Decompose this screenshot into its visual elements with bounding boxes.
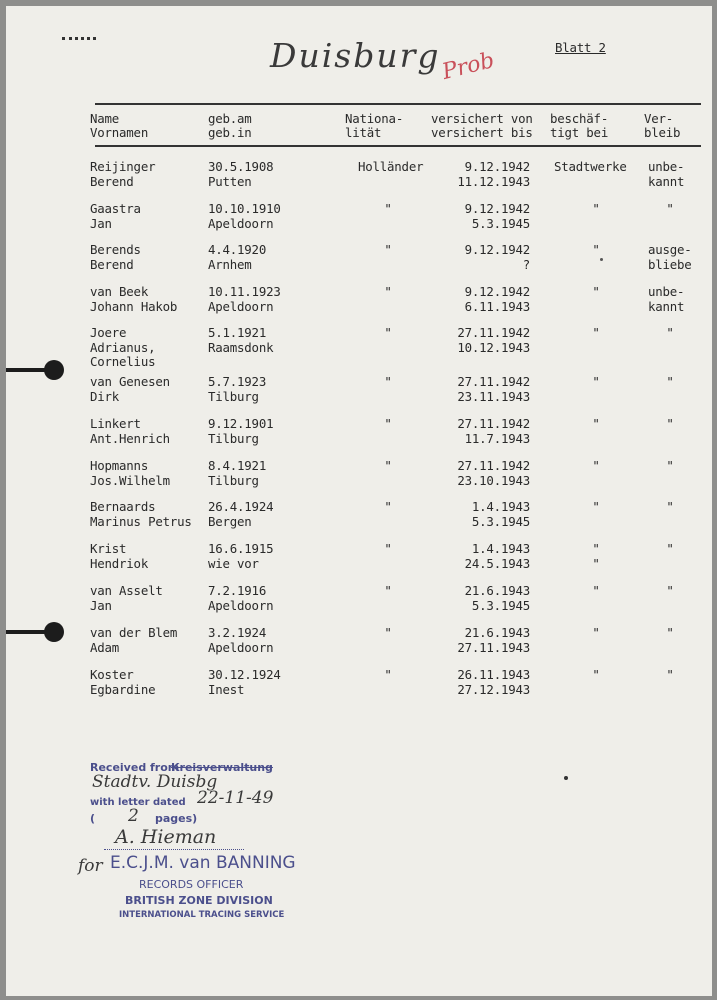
insured-from-cell: 21.6.1943 (464, 625, 530, 640)
whereabouts-cell: " (666, 499, 674, 514)
whereabouts-cell: ausge- (648, 242, 692, 257)
birthdate-cell: 10.11.1923 (208, 284, 281, 299)
nationality-cell: " (384, 284, 392, 299)
header-rule-bottom (95, 145, 701, 147)
employer-cell: Stadtwerke (554, 159, 627, 174)
surname-cell: van Genesen (90, 374, 170, 389)
insured-from-cell: 9.12.1942 (464, 159, 530, 174)
insured-to-cell: 11.12.1943 (457, 173, 530, 189)
birthplace-cell: Tilburg (208, 388, 259, 404)
insured-from-cell: 1.4.1943 (471, 541, 530, 556)
employer-cell: " (592, 667, 600, 682)
employer-cell: " (592, 374, 600, 389)
birthplace-cell: Inest (208, 681, 245, 697)
header-whereabouts-2: bleib (644, 125, 681, 140)
surname-cell: van der Blem (90, 625, 178, 640)
firstname-cell: Adam (90, 639, 120, 655)
nationality-cell: " (384, 625, 392, 640)
insured-to-cell: 6.11.1943 (464, 298, 530, 314)
nationality-cell: " (384, 458, 392, 473)
header-nationality-2: lität (345, 125, 382, 140)
birthplace-cell: Tilburg (208, 430, 259, 446)
employer-cell: " (592, 458, 600, 473)
employer-cell: " (592, 416, 600, 431)
nationality-cell: " (384, 242, 392, 257)
nationality-cell: " (384, 374, 392, 389)
employer-cell: " (592, 541, 600, 556)
firstname-cell: Hendriok (90, 555, 149, 571)
whereabouts-cell: " (666, 416, 674, 431)
insured-from-cell: 1.4.1943 (471, 499, 530, 514)
corner-mark (62, 37, 96, 43)
surname-cell: van Asselt (90, 583, 163, 598)
whereabouts-cell: unbe- (648, 159, 685, 174)
employer-cell: " (592, 201, 600, 216)
firstname-cell: Berend (90, 256, 134, 272)
surname-cell: Berends (90, 242, 141, 257)
insured-from-cell: 27.11.1942 (457, 374, 530, 389)
employer-cell: " (592, 583, 600, 598)
firstname-cell: Marinus Petrus (90, 513, 192, 529)
stamp-struck-origin: Kreisverwaltung (171, 761, 273, 774)
whereabouts-cell: " (666, 667, 674, 682)
firstname-cell: Jan (90, 215, 112, 231)
birthdate-cell: 16.6.1915 (208, 541, 274, 556)
nationality-cell: " (384, 667, 392, 682)
stamp-letter-dated: with letter dated (90, 797, 186, 808)
stamp-handwritten-pages: 2 (128, 806, 139, 826)
insured-from-cell: 27.11.1942 (457, 325, 530, 340)
stamp-pages-close: pages) (155, 812, 198, 825)
surname-cell: Reijinger (90, 159, 156, 174)
whereabouts-cell: unbe- (648, 284, 685, 299)
insured-to-cell: 5.3.1945 (471, 597, 530, 613)
surname-cell: Linkert (90, 416, 141, 431)
employer-cell: " (592, 242, 600, 257)
birthdate-cell: 4.4.1920 (208, 242, 267, 257)
stamp-for: for (78, 856, 103, 876)
insured-to-cell: ? (522, 256, 530, 272)
insured-to-cell: 23.11.1943 (457, 388, 530, 404)
header-nationality-1: Nationa- (345, 111, 404, 126)
stamp-handwritten-origin: Stadtv. Duisbg (92, 772, 218, 792)
insured-from-cell: 21.6.1943 (464, 583, 530, 598)
handwritten-city: Duisburg (270, 36, 441, 75)
birthplace-cell: Bergen (208, 513, 252, 529)
insured-to-cell: 24.5.1943 (464, 555, 530, 571)
birthdate-cell: 30.5.1908 (208, 159, 274, 174)
birthplace-cell: Putten (208, 173, 252, 189)
insured-from-cell: 27.11.1942 (457, 416, 530, 431)
employer-cell: " (592, 284, 600, 299)
whereabouts-cell: " (666, 325, 674, 340)
surname-cell: Hopmanns (90, 458, 149, 473)
header-birthdate: geb.am (208, 111, 252, 126)
firstname-cell: Cornelius (90, 354, 156, 369)
signature-line (104, 849, 244, 850)
birthdate-cell: 8.4.1921 (208, 458, 267, 473)
header-firstnames: Vornamen (90, 125, 149, 140)
insured-to-cell: 27.11.1943 (457, 639, 530, 655)
employer-cell: " (592, 555, 600, 571)
punch-hole-top-slot (6, 368, 54, 372)
birthdate-cell: 5.1.1921 (208, 325, 267, 340)
header-rule-top (95, 103, 701, 105)
whereabouts-cell: " (666, 374, 674, 389)
whereabouts-cell: kannt (648, 298, 685, 314)
birthplace-cell: Apeldoorn (208, 298, 274, 314)
nationality-cell: " (384, 541, 392, 556)
birthplace-cell: Apeldoorn (208, 639, 274, 655)
stray-mark (600, 258, 603, 261)
surname-cell: van Beek (90, 284, 149, 299)
stamp-division: BRITISH ZONE DIVISION (125, 894, 273, 907)
whereabouts-cell: " (666, 583, 674, 598)
header-employed-2: tigt bei (550, 125, 609, 140)
birthplace-cell: Apeldoorn (208, 597, 274, 613)
surname-cell: Gaastra (90, 201, 141, 216)
firstname-cell: Ant.Henrich (90, 430, 170, 446)
stamp-handwritten-date: 22-11-49 (197, 788, 274, 808)
birthdate-cell: 9.12.1901 (208, 416, 274, 431)
nationality-cell: " (384, 499, 392, 514)
birthdate-cell: 7.2.1916 (208, 583, 267, 598)
firstname-cell: Egbardine (90, 681, 156, 697)
nationality-cell: " (384, 201, 392, 216)
insured-to-cell: 5.3.1945 (471, 215, 530, 231)
insured-from-cell: 9.12.1942 (464, 284, 530, 299)
stamp-pages-open: ( (90, 812, 96, 825)
birthplace-cell: Tilburg (208, 472, 259, 488)
header-whereabouts-1: Ver- (644, 111, 674, 126)
stamp-service: INTERNATIONAL TRACING SERVICE (119, 910, 285, 920)
whereabouts-cell: " (666, 201, 674, 216)
firstname-cell: Jos.Wilhelm (90, 472, 170, 488)
birthplace-cell: Arnhem (208, 256, 252, 272)
header-birthplace: geb.in (208, 125, 252, 140)
sheet-label: Blatt 2 (555, 40, 606, 55)
firstname-cell: Dirk (90, 388, 120, 404)
insured-to-cell: 10.12.1943 (457, 339, 530, 355)
firstname-cell: Berend (90, 173, 134, 189)
birthdate-cell: 30.12.1924 (208, 667, 281, 682)
firstname-cell: Johann Hakob (90, 298, 178, 314)
birthdate-cell: 3.2.1924 (208, 625, 267, 640)
employer-cell: " (592, 499, 600, 514)
whereabouts-cell: " (666, 458, 674, 473)
nationality-cell: " (384, 325, 392, 340)
birthplace-cell: wie vor (208, 555, 259, 571)
birthplace-cell: Raamsdonk (208, 339, 274, 355)
birthplace-cell: Apeldoorn (208, 215, 274, 231)
whereabouts-cell: " (666, 625, 674, 640)
nationality-cell: Holländer (358, 159, 424, 174)
insured-from-cell: 27.11.1942 (457, 458, 530, 473)
surname-cell: Bernaards (90, 499, 156, 514)
firstname-cell: Jan (90, 597, 112, 613)
firstname-cell: Adrianus, (90, 339, 156, 355)
whereabouts-cell: bliebe (648, 256, 692, 272)
header-insured-from: versichert von (431, 111, 533, 126)
surname-cell: Koster (90, 667, 134, 682)
punch-hole-bottom-slot (6, 630, 54, 634)
insured-from-cell: 9.12.1942 (464, 242, 530, 257)
insured-from-cell: 26.11.1943 (457, 667, 530, 682)
whereabouts-cell: " (666, 541, 674, 556)
header-employed-1: beschäf- (550, 111, 609, 126)
nationality-cell: " (384, 416, 392, 431)
insured-to-cell: 23.10.1943 (457, 472, 530, 488)
stamp-officer-name: E.C.J.M. van BANNING (110, 853, 296, 873)
handwritten-note: Prob (439, 48, 497, 85)
header-insured-to: versichert bis (431, 125, 533, 140)
birthdate-cell: 10.10.1910 (208, 201, 281, 216)
stamp-received-from: Received from (90, 761, 180, 774)
surname-cell: Joere (90, 325, 127, 340)
insured-from-cell: 9.12.1942 (464, 201, 530, 216)
stamp-officer-title: RECORDS OFFICER (139, 878, 244, 891)
employer-cell: " (592, 325, 600, 340)
whereabouts-cell: kannt (648, 173, 685, 189)
header-name: Name (90, 111, 120, 126)
nationality-cell: " (384, 583, 392, 598)
insured-to-cell: 27.12.1943 (457, 681, 530, 697)
insured-to-cell: 11.7.1943 (464, 430, 530, 446)
insured-to-cell: 5.3.1945 (471, 513, 530, 529)
birthdate-cell: 26.4.1924 (208, 499, 274, 514)
stray-mark (564, 776, 568, 780)
employer-cell: " (592, 625, 600, 640)
surname-cell: Krist (90, 541, 127, 556)
stamp-signature: A. Hieman (115, 826, 217, 848)
birthdate-cell: 5.7.1923 (208, 374, 267, 389)
